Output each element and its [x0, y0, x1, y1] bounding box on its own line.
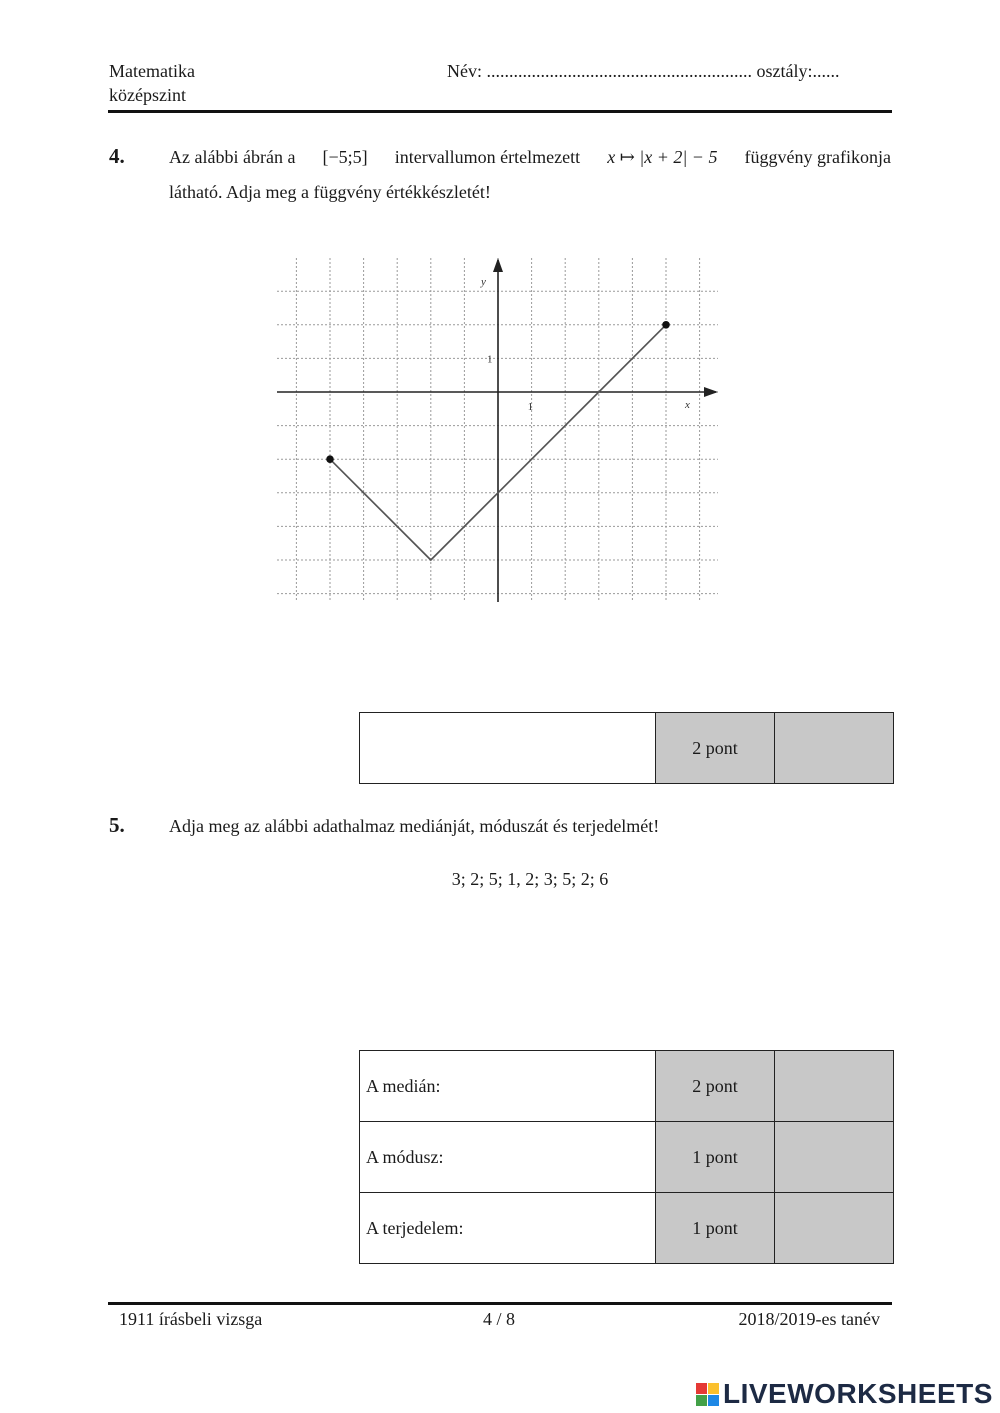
name-class-field: Név: ........................................................... osztály:......	[447, 61, 840, 81]
q5-median-points: 2 pont	[656, 1051, 775, 1122]
footer-rule	[108, 1302, 892, 1305]
q5-range-label[interactable]: A terjedelem:	[360, 1193, 656, 1264]
subject-label: Matematika	[109, 61, 195, 81]
question-5-number: 5.	[109, 813, 125, 837]
q5-row-mode	[360, 1122, 894, 1193]
q5-row-median	[360, 1051, 894, 1122]
logo-badge-icon	[696, 1383, 719, 1406]
x-axis-arrow-icon	[704, 387, 718, 397]
q5-mode-score-box	[775, 1122, 894, 1193]
footer-exam-id: 1911 írásbeli vizsga	[119, 1309, 263, 1329]
q4-score-box	[775, 713, 894, 784]
y-axis-label: y	[481, 276, 486, 288]
q5-range-score-box	[775, 1193, 894, 1264]
endpoint-dot	[326, 455, 334, 463]
brand-wordmark: LIVEWORKSHEETS	[723, 1378, 993, 1409]
q4-text-c: függvény grafikonja	[744, 147, 891, 167]
q4-interval: [−5;5]	[322, 147, 368, 167]
level-label: középszint	[109, 85, 186, 105]
endpoint-dot	[662, 321, 670, 329]
x-tick-label: 1	[527, 401, 534, 413]
q5-row-range	[360, 1193, 894, 1264]
question-5-text: Adja meg az alábbi adathalmaz mediánját, móduszát és terjedelmét!	[169, 816, 660, 836]
footer-page-number: 4 / 8	[482, 1309, 515, 1329]
q5-score-table	[359, 1050, 894, 1264]
liveworksheets-logo	[696, 1378, 993, 1410]
q5-dataset: 3; 2; 5; 1, 2; 3; 5; 2; 6	[451, 869, 609, 889]
q4-text-b: intervallumon értelmezett	[394, 147, 581, 167]
y-axis-arrow-icon	[493, 258, 503, 272]
q4-answer-box[interactable]	[360, 713, 656, 784]
q5-mode-label[interactable]: A módusz:	[360, 1122, 656, 1193]
q4-score-table	[359, 712, 894, 784]
question-4-line2: látható. Adja meg a függvény értékkészletét!	[169, 182, 491, 202]
q5-mode-points: 1 pont	[656, 1122, 775, 1193]
graph-axes	[277, 258, 718, 602]
q5-median-label[interactable]: A medián:	[360, 1051, 656, 1122]
footer-school-year: 2018/2019-es tanév	[738, 1309, 880, 1329]
y-tick-label: 1	[487, 353, 493, 366]
x-axis-label: x	[685, 399, 690, 411]
q4-points: 2 pont	[656, 713, 775, 784]
q4-formula: x ↦ |x + 2| − 5	[607, 147, 718, 167]
q5-range-points: 1 pont	[656, 1193, 775, 1264]
q4-text-a: Az alábbi ábrán a	[169, 147, 296, 167]
question-4-number: 4.	[109, 144, 125, 168]
q5-median-score-box	[775, 1051, 894, 1122]
